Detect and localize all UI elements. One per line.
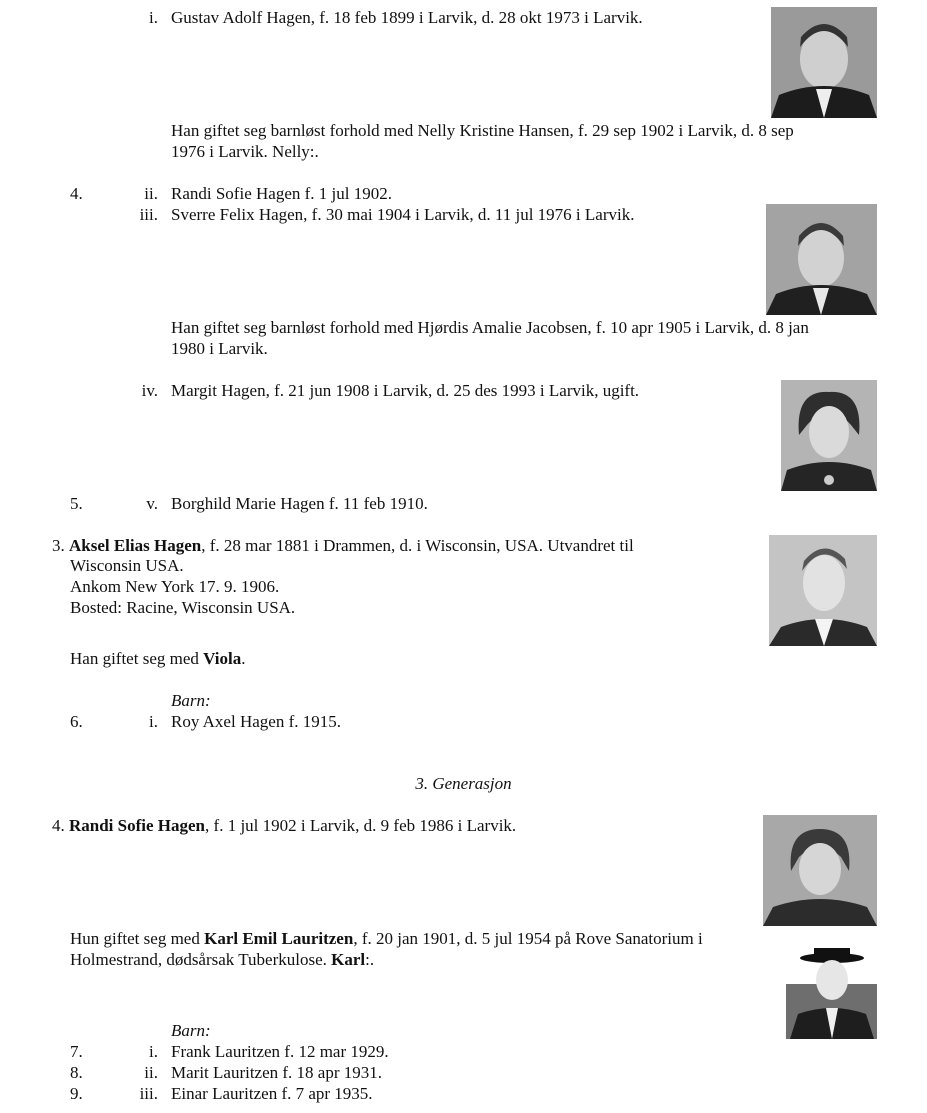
entry-number: 5.: [70, 494, 83, 513]
spouse-name-karl: Karl Emil Lauritzen: [204, 929, 354, 948]
marriage-text-sverre-line2: 1980 i Larvik.: [171, 339, 268, 358]
person-details: , f. 1 jul 1902 i Larvik, d. 9 feb 1986 i Larvik.: [205, 816, 517, 835]
entry-number: 9.: [70, 1084, 83, 1103]
entry-number: 3.: [52, 536, 65, 555]
portrait-photo-gustav: [771, 7, 877, 118]
person-name-randi: Randi Sofie Hagen: [69, 816, 206, 835]
roman-numeral: i.: [149, 1042, 158, 1061]
entry-number: 4.: [70, 184, 83, 203]
marriage-text-sverre-line1: Han giftet seg barnløst forhold med Hjørdis Amalie Jacobsen, f. 10 apr 1905 i Larvik, d. 8 jan: [171, 318, 809, 337]
portrait-photo-margit: [781, 380, 877, 491]
entry-number: 7.: [70, 1042, 83, 1061]
child-entry-einar: Einar Lauritzen f. 7 apr 1935.: [171, 1084, 373, 1103]
entry-number: 8.: [70, 1063, 83, 1082]
roman-numeral: iv.: [141, 381, 158, 400]
child-entry-borghild: Borghild Marie Hagen f. 11 feb 1910.: [171, 494, 428, 513]
roman-numeral: v.: [146, 494, 158, 513]
roman-numeral: ii.: [144, 1063, 158, 1082]
child-entry-frank: Frank Lauritzen f. 12 mar 1929.: [171, 1042, 389, 1061]
portrait-photo-karl: [786, 944, 877, 1039]
portrait-photo-sverre: [766, 204, 877, 315]
roman-numeral: i.: [149, 712, 158, 731]
entry-number: 4.: [52, 816, 65, 835]
child-entry-gustav: Gustav Adolf Hagen, f. 18 feb 1899 i Larvik, d. 28 okt 1973 i Larvik.: [171, 8, 643, 27]
roman-numeral: i.: [149, 8, 158, 27]
children-heading: Barn:: [171, 1021, 211, 1040]
generation-heading: 3. Generasjon: [415, 774, 512, 793]
marriage-text-randi-line2: Holmestrand, dødsårsak Tuberkulose. Karl:.: [70, 950, 375, 969]
child-entry-randi: Randi Sofie Hagen f. 1 jul 1902.: [171, 184, 392, 203]
person-name-aksel: Aksel Elias Hagen: [69, 536, 202, 555]
spouse-name-viola: Viola: [203, 649, 242, 668]
child-entry-roy: Roy Axel Hagen f. 1915.: [171, 712, 341, 731]
marriage-text-gustav-line2: 1976 i Larvik. Nelly:.: [171, 142, 319, 161]
spouse-short-name: Karl: [331, 950, 366, 969]
person-entry-aksel-line3: Ankom New York 17. 9. 1906.: [70, 577, 280, 596]
roman-numeral: iii.: [139, 205, 158, 224]
marriage-text-aksel: Han giftet seg med Viola.: [70, 649, 246, 668]
marriage-text-gustav-line1: Han giftet seg barnløst forhold med Nelly Kristine Hansen, f. 29 sep 1902 i Larvik, d. 8 sep: [171, 121, 794, 140]
person-entry-randi-line1: [52, 816, 516, 836]
person-entry-aksel-line4: Bosted: Racine, Wisconsin USA.: [70, 598, 296, 617]
child-entry-marit: Marit Lauritzen f. 18 apr 1931.: [171, 1063, 383, 1082]
person-details: , f. 28 mar 1881 i Drammen, d. i Wisconsin, USA. Utvandret til: [201, 536, 634, 555]
roman-numeral: iii.: [139, 1084, 158, 1103]
entry-number: 6.: [70, 712, 83, 731]
child-entry-sverre: Sverre Felix Hagen, f. 30 mai 1904 i Larvik, d. 11 jul 1976 i Larvik.: [171, 205, 635, 224]
person-entry-aksel-line1: [52, 536, 634, 556]
child-entry-margit: Margit Hagen, f. 21 jun 1908 i Larvik, d. 25 des 1993 i Larvik, ugift.: [171, 381, 640, 400]
children-heading: Barn:: [171, 691, 211, 710]
person-entry-aksel-line2: Wisconsin USA.: [70, 556, 184, 575]
portrait-photo-aksel: [769, 535, 877, 646]
portrait-photo-randi: [763, 815, 877, 926]
marriage-text-randi-line1: Hun giftet seg med Karl Emil Lauritzen, f. 20 jan 1901, d. 5 jul 1954 på Rove Sanatorium i: [70, 929, 703, 948]
roman-numeral: ii.: [144, 184, 158, 203]
